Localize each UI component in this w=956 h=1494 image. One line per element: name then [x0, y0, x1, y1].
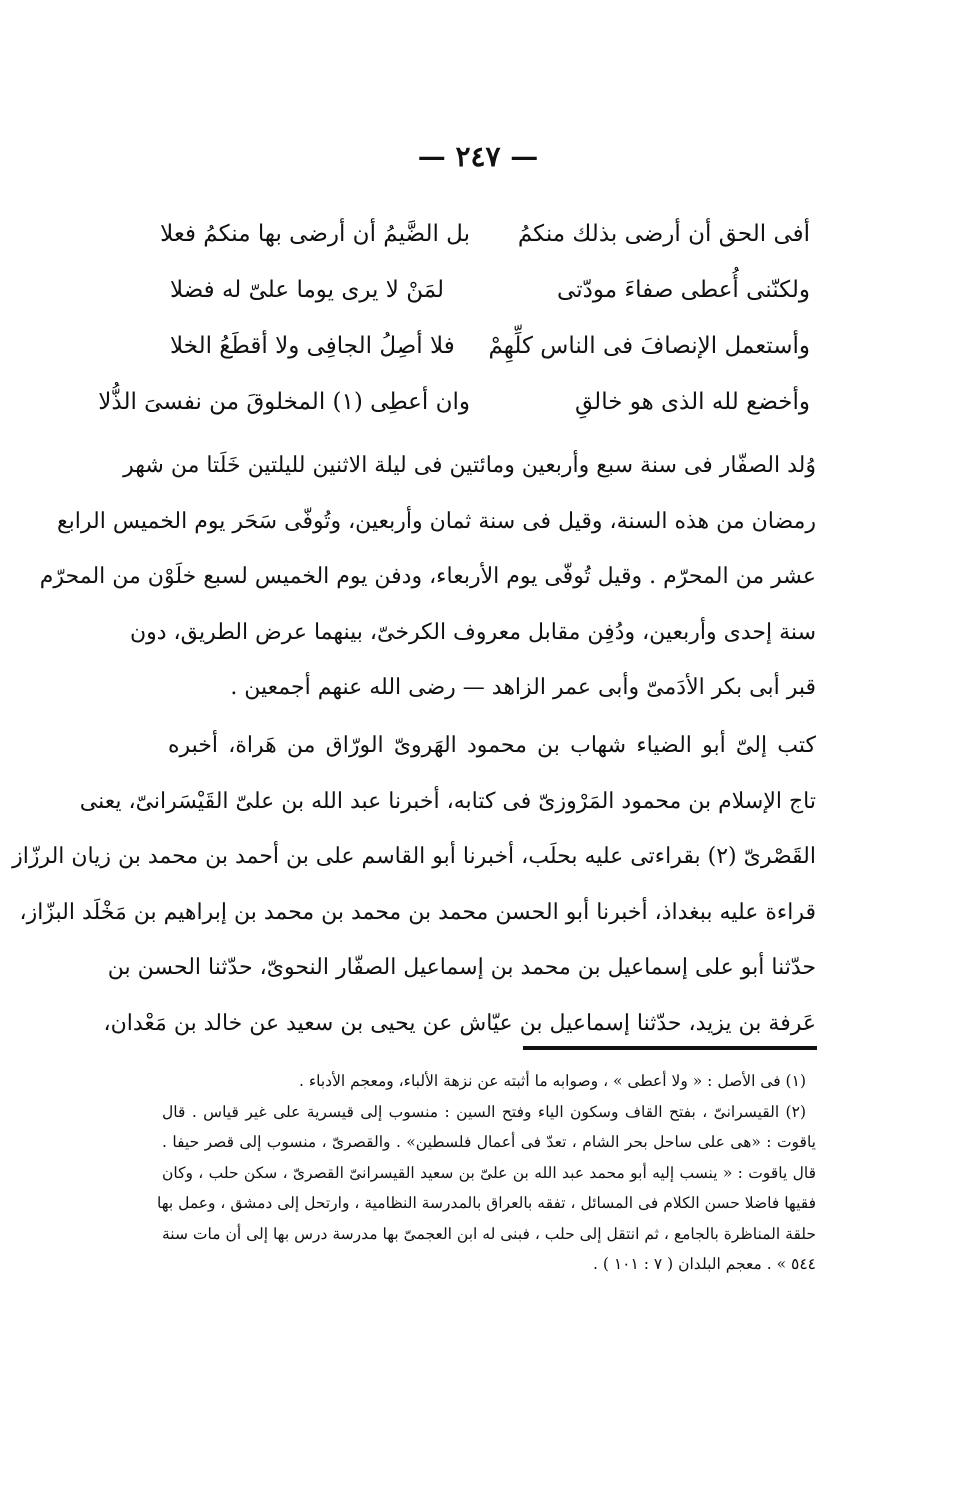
footnote-line: (١) فى الأصل : « ولا أعطى » ، وصوابه ما أثبته عن نزهة الألباء، ومعجم الأدباء . [298, 1072, 806, 1090]
poem-first-hemistich: وأستعمل الإنصافَ فى الناس كلِّهِمْ [488, 333, 810, 359]
footnote-line: حلقة المناظرة بالجامع ، ثم انتقل إلى حلب ، فبنى له ابن العجمىّ بها مدرسة درس بها إلى أن مات سنة [162, 1224, 816, 1243]
text-line: كتب إلىّ أبو الضياء شهاب بن محمود الهَروىّ الورّاق من هَراة، أخبره [168, 733, 816, 758]
footnotes [156, 1066, 816, 1280]
poem-verse [98, 374, 810, 430]
page-number: — ٢٤٧ — [417, 140, 539, 173]
footnote-line: ٥٤٤ » . معجم البلدان ( ٧ : ١٠١ ) . [593, 1255, 816, 1273]
poem-second-hemistich: وان أعطِى (١) المخلوقَ من نفسىَ الذُّلا [98, 389, 470, 415]
text-line: رمضان من هذه السنة، وقيل فى سنة ثمان وأربعين، وتُوفّى سَحَر يوم الخميس الرابع [56, 508, 816, 534]
poem-first-hemistich: ولكنّنى أُعطى صفاءَ مودّتى [557, 277, 810, 303]
text-line: قبر أبى بكر الأدَمىّ وأبى عمر الزاهد — رضى الله عنهم أجمعين . [230, 675, 816, 700]
text-line: القَصْرىّ (٢) بقراءتى عليه بحلَب، أخبرنا أبو القاسم على بن أحمد بن محمد بن زيان الرزّاز [12, 844, 816, 869]
footnote-line: فقيها فاضلا حسن الكلام فى المسائل ، تفقه بالعراق بالمدرسة النظامية ، وارتحل إلى دمشق ، وعمل بها [156, 1194, 816, 1212]
text-line: تاج الإسلام بن محمود المَرْوزىّ فى كتابه، أخبرنا عبد الله بن علىّ القَيْسَرانىّ، يعنى [79, 788, 816, 814]
footnote-line: ياقوت : «هى على ساحل بحر الشام ، تعدّ فى أعمال فلسطين» . والقصرىّ ، منسوب إلى قصر حيفا . [162, 1133, 816, 1151]
poem [98, 206, 810, 430]
paragraph-isnad [12, 718, 816, 1051]
text-line: عَرفة بن يزيد، حدّثنا إسماعيل بن عيّاش عن يحيى بن سعيد عن خالد بن مَعْدان، [103, 1010, 816, 1036]
poem-second-hemistich: لمَنْ لا يرى يوما علىّ له فضلا [170, 277, 445, 303]
footnote-line: قال ياقوت : « ينسب إليه أبو محمد عبد الله بن علىّ بن سعيد القيسرانىّ القصرىّ ، سكن حلب ، وكان [162, 1163, 816, 1182]
poem-second-hemistich: بل الضَّيمُ أن أرضى بها منكمُ فعلا [160, 221, 470, 247]
paragraph-birth-death [39, 438, 816, 716]
poem-verse [160, 206, 810, 262]
text-line: وُلد الصفّار فى سنة سبع وأربعين ومائتين فى ليلة الاثنين لليلتين خَلَتا من شهر [123, 453, 816, 478]
poem-first-hemistich: وأخضع لله الذى هو خالقِ [575, 389, 810, 415]
text-line: قراءة عليه ببغداذ، أخبرنا أبو الحسن محمد بن محمد بن محمد بن إبراهيم بن مَخْلَد البزّاز، [19, 899, 816, 925]
footnote-line: (٢) القيسرانىّ ، بفتح القاف وسكون الياء وفتح السين : منسوب إلى قيسرية على غير قياس . قال [162, 1102, 806, 1121]
text-line: عشر من المحرّم . وقيل تُوفّى يوم الأربعاء، ودفن يوم الخميس لسبع خلَوْن من المحرّم [39, 564, 816, 589]
footnote-divider [523, 1046, 817, 1050]
poem-verse [170, 318, 810, 374]
poem-first-hemistich: أفى الحق أن أرضى بذلك منكمُ [517, 221, 810, 247]
poem-second-hemistich: فلا أصِلُ الجافِى ولا أقطَعُ الخلا [170, 333, 455, 359]
text-line: سنة إحدى وأربعين، ودُفِن مقابل معروف الكرخىّ، بينهما عرض الطريق، دون [129, 619, 816, 645]
poem-verse [170, 262, 810, 318]
text-line: حدّثنا أبو على إسماعيل بن محمد بن إسماعيل الصفّار النحوىّ، حدّثنا الحسن بن [107, 955, 816, 980]
